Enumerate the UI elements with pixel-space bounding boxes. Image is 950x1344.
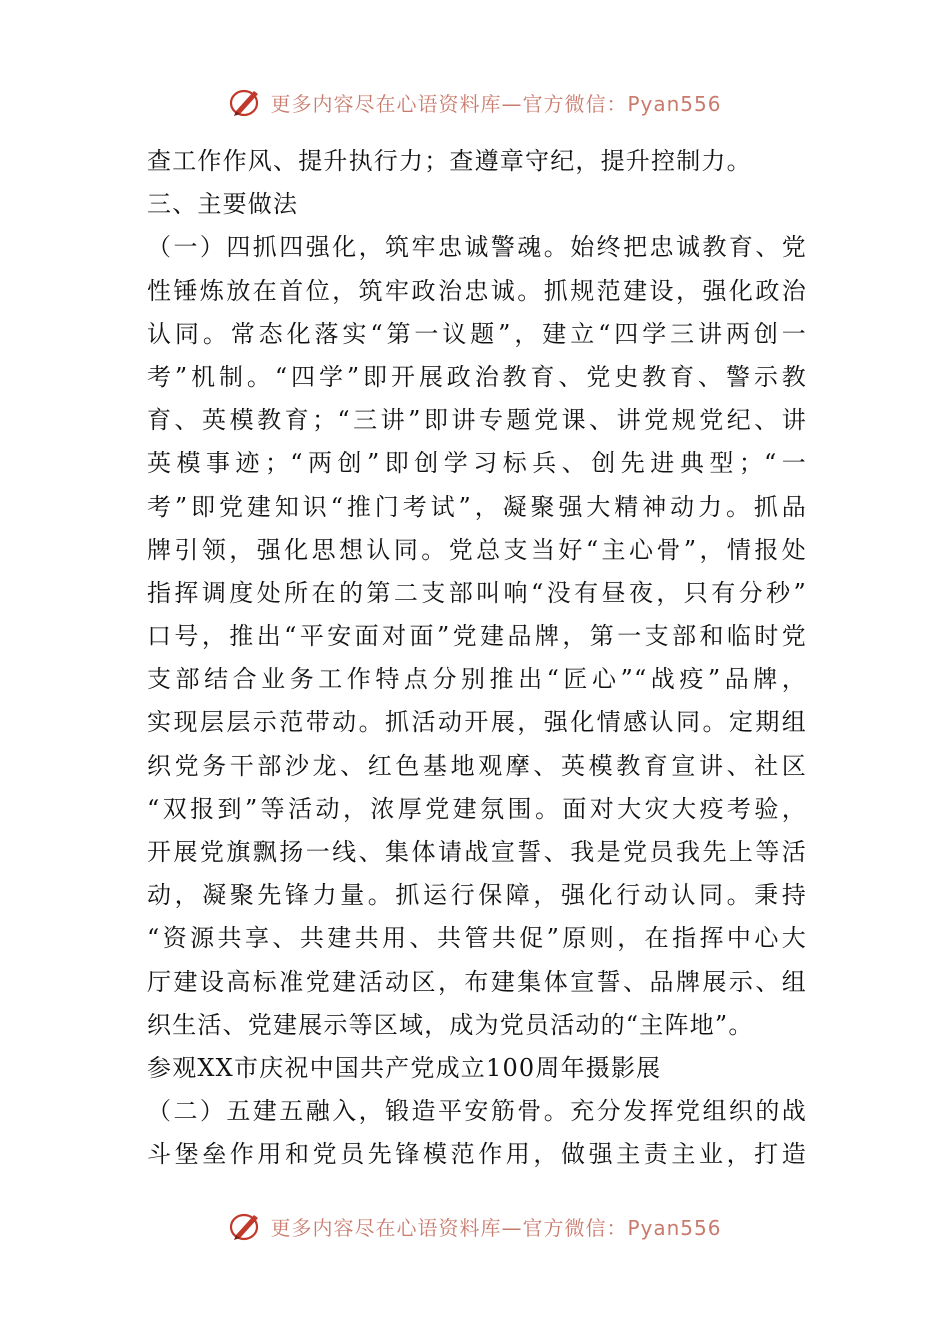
text-line: 开展党旗飘扬一线、集体请战宣誓、我是党员我先上等活: [147, 838, 807, 866]
text-line: 指挥调度处所在的第二支部叫响“没有昼夜，只有分秒”: [147, 578, 807, 607]
text-line: 织党务干部沙龙、红色基地观摩、英模教育宣讲、社区: [147, 751, 807, 780]
text-line: 认同。常态化落实“第一议题”，建立“四学三讲两创一: [147, 319, 807, 348]
header-watermark-text: 更多内容尽在心语资料库—官方微信：Pyan556: [270, 91, 722, 116]
text-line: 牌引领，强化思想认同。党总支当好“主心骨”，情报处: [147, 535, 807, 564]
text-line: （一）四抓四强化，筑牢忠诚警魂。始终把忠诚教育、党: [147, 233, 807, 262]
document-body: [147, 140, 807, 1177]
footer-watermark-banner: [0, 1206, 950, 1246]
pen-in-circle-logo-icon: [228, 85, 264, 119]
text-line: 斗堡垒作用和党员先锋模范作用，做强主责主业，打造: [147, 1140, 807, 1169]
pen-in-circle-logo-icon: [228, 1209, 264, 1243]
text-line: 动，凝聚先锋力量。抓运行保障，强化行动认同。秉持: [147, 881, 807, 910]
photo-caption: 参观XX市庆祝中国共产党成立100周年摄影展: [147, 1053, 662, 1082]
text-line: 性锤炼放在首位，筑牢政治忠诚。抓规范建设，强化政治: [147, 276, 807, 305]
text-line: 考”机制。“四学”即开展政治教育、党史教育、警示教: [147, 362, 807, 391]
header-watermark-banner: [0, 82, 950, 122]
text-line: 考”即党建知识“推门考试”，凝聚强大精神动力。抓品: [147, 492, 807, 521]
footer-watermark-text: 更多内容尽在心语资料库—官方微信：Pyan556: [270, 1215, 722, 1240]
section-heading: 三、主要做法: [147, 190, 299, 219]
text-line: 育、英模教育；“三讲”即讲专题党课、讲党规党纪、讲: [147, 406, 807, 435]
text-line: 织生活、党建展示等区域，成为党员活动的“主阵地”。: [147, 1010, 754, 1039]
text-line: 查工作作风、提升执行力；查遵章守纪，提升控制力。: [147, 147, 752, 175]
text-line: “双报到”等活动，浓厚党建氛围。面对大灾大疫考验，: [147, 794, 807, 823]
text-line: 支部结合业务工作特点分别推出“匠心”“战疫”品牌，: [147, 665, 807, 694]
text-line: 厅建设高标准党建活动区，布建集体宣誓、品牌展示、组: [147, 967, 807, 996]
text-line: 口号，推出“平安面对面”党建品牌，第一支部和临时党: [147, 622, 807, 651]
text-line: 英模事迹；“两创”即创学习标兵、创先进典型；“一: [147, 449, 807, 478]
text-line: “资源共享、共建共用、共管共促”原则，在指挥中心大: [147, 924, 807, 953]
text-line: 实现层层示范带动。抓活动开展，强化情感认同。定期组: [147, 708, 807, 737]
text-line: （二）五建五融入，锻造平安筋骨。充分发挥党组织的战: [147, 1097, 807, 1126]
